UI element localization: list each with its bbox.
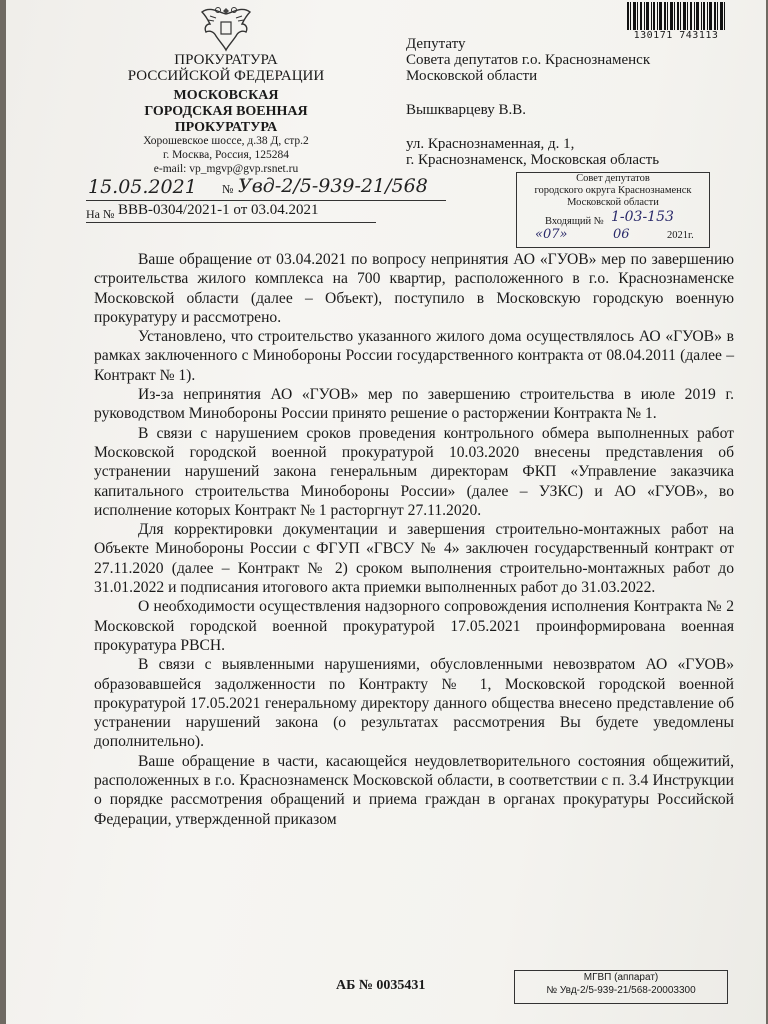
body-paragraph-8: Ваше обращение в части, касающейся неудовлетворительного состояния общежитий, расположенных в г.о. Краснознаменск Московской области, в соответствии с п. 3.4 Инструкции о порядке рассмотрения обращений и приема граждан в органах прокуратуры Российской Федерации, утвержденной приказом bbox=[94, 752, 734, 828]
dept-name-line1: МОСКОВСКАЯ bbox=[173, 88, 279, 103]
letter-body bbox=[94, 250, 734, 829]
footer-registration-box bbox=[514, 970, 728, 1004]
in-reply-number: ВВВ-0304/2021-1 от 03.04.2021 bbox=[118, 202, 319, 218]
dept-name-line2: ГОРОДСКАЯ ВОЕННАЯ bbox=[144, 104, 308, 119]
body-paragraph-6: О необходимости осуществления надзорного сопровождения исполнения Контракта № 2 Московской городской военной прокуратурой 17.05.2021 проинформирована военная прокуратура РВСН. bbox=[94, 598, 734, 654]
recipient-street: ул. Краснознаменная, д. 1, bbox=[406, 136, 575, 152]
coat-of-arms-emblem bbox=[198, 2, 254, 54]
stamp-day: «07» bbox=[535, 227, 568, 242]
sender-address-line1: Хорошевское шоссе, д.38 Д, стр.2 bbox=[143, 135, 309, 147]
stamp-line1: Совет депутатов bbox=[576, 173, 650, 184]
sender-address-line2: г. Москва, Россия, 125284 bbox=[162, 149, 290, 161]
org-name-line1: ПРОКУРАТУРА bbox=[174, 52, 278, 68]
recipient-name: Вышкварцеву В.В. bbox=[406, 102, 526, 118]
letter-page bbox=[6, 0, 766, 1024]
incoming-stamp bbox=[516, 172, 710, 248]
form-serial-number: АБ № 0035431 bbox=[336, 978, 426, 993]
outgoing-number: Увд-2/5-939-21/568 bbox=[238, 175, 428, 197]
stamp-reg-label: Входящий № bbox=[545, 216, 604, 227]
stamp-line2: городского округа Краснознаменск bbox=[534, 185, 692, 196]
body-paragraph-3: Из-за непринятия АО «ГУОВ» мер по завершению строительства в июле 2019 г. руководством Минобороны России принято решение о расторжении Контракта № 1. bbox=[94, 386, 734, 423]
body-paragraph-1: Ваше обращение от 03.04.2021 по вопросу непринятия АО «ГУОВ» мер по завершению строительства жилого комплекса на 700 квартир, расположенного в г.о. Краснознаменске Московской области (далее – Объект), поступило в Московскую городскую военную прокуратуру и рассмотрено. bbox=[94, 251, 734, 326]
body-paragraph-2: Установлено, что строительство указанного жилого дома осуществлялось АО «ГУОВ» в рамках заключенного с Минобороны России государственного контракта от 08.04.2011 (далее – Контракт № 1). bbox=[94, 328, 734, 384]
footer-box-line1: МГВП (аппарат) bbox=[583, 972, 659, 983]
org-name bbox=[106, 52, 346, 84]
recipient-block bbox=[406, 36, 726, 168]
body-paragraph-5: Для корректировки документации и завершения строительно-монтажных работ на Объекте Минобороны России с ФГУП «ГВСУ № 4» заключен государственный контракт от 27.11.2020 (далее – Контракт № 2) сроком выполнения строительно-монтажных работ до 31.01.2022 и подписания итогового акта приемки выполненных работ до 31.03.2022. bbox=[94, 521, 734, 597]
dept-name-line3: ПРОКУРАТУРА bbox=[174, 120, 278, 135]
stamp-month: 06 bbox=[613, 227, 630, 242]
barcode-number: 130171 743113 bbox=[633, 30, 719, 41]
stamp-reg-number: 1-03-153 bbox=[611, 209, 674, 225]
body-paragraph-4: В связи с нарушением сроков проведения контрольного обмера выполненных работ Московской городской военной прокуратурой 10.03.2020 внесены представления об устранении нарушений закона генеральным директорам ФКП «Управление заказчика капитального строительства Минобороны России» (далее – УЗКС) и АО «ГУОВ», во исполнение которых Контракт № 1 расторгнут 27.11.2020. bbox=[94, 424, 734, 519]
body-paragraph-7: В связи с выявленными нарушениями, обусловленными невозвратом АО «ГУОВ» образовавшейся задолженности по Контракту № 1, Московской городской военной прокуратурой 17.05.2021 генеральному директору данного общества внесено представление об устранении нарушений закона (о результатах рассмотрения Вы будете уведомлены дополнительно). bbox=[94, 656, 734, 751]
org-name-line2: РОССИЙСКОЙ ФЕДЕРАЦИИ bbox=[127, 68, 325, 84]
sender-email: e-mail: vp_mgvp@gvp.rsnet.ru bbox=[153, 163, 299, 175]
reply-underline bbox=[86, 222, 376, 223]
dept-name bbox=[126, 88, 326, 136]
reference-underline bbox=[86, 200, 446, 201]
recipient-council: Совета депутатов г.о. Краснознаменск bbox=[406, 52, 651, 68]
outgoing-date: 15.05.2021 bbox=[88, 176, 197, 198]
sender-address bbox=[126, 134, 326, 176]
recipient-city: г. Краснознаменск, Московская область bbox=[406, 152, 660, 168]
recipient-region: Московской области bbox=[406, 68, 538, 84]
stamp-line3: Московской области bbox=[567, 197, 659, 208]
barcode-graphic bbox=[626, 2, 726, 30]
outgoing-number-label: № bbox=[222, 182, 234, 196]
in-reply-label: На № bbox=[86, 207, 115, 221]
stamp-year: 2021г. bbox=[667, 230, 694, 241]
recipient-title: Депутату bbox=[406, 36, 466, 52]
footer-box-line2: № Увд-2/5-939-21/568-20003300 bbox=[546, 985, 696, 996]
